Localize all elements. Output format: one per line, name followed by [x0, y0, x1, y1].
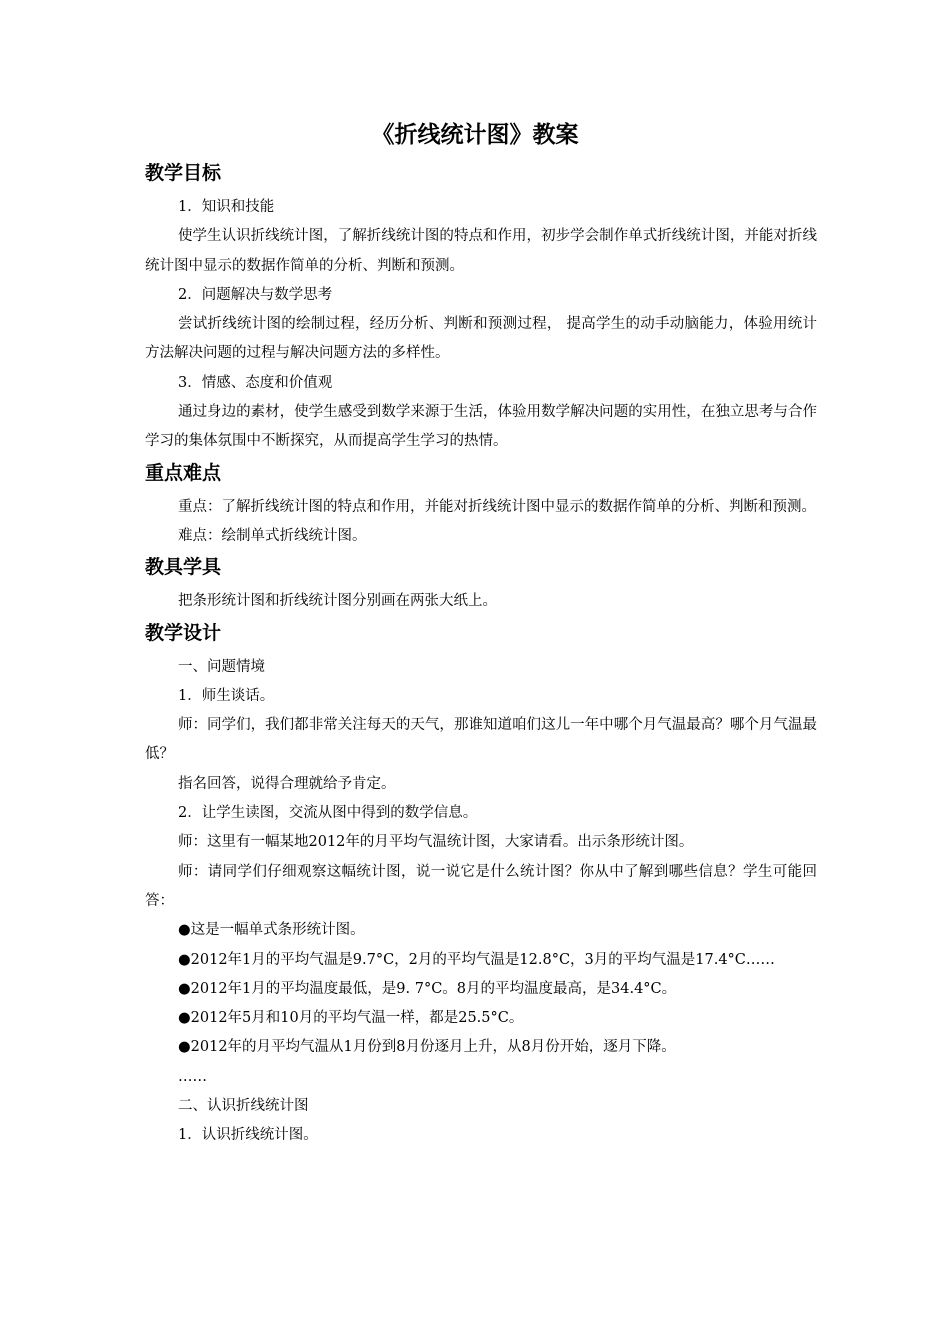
bullet-item: ●2012年1月的平均温度最低，是9. 7°C。8月的平均温度最高，是34.4°C。	[178, 980, 677, 997]
paragraph: 1．师生谈话。	[178, 687, 275, 704]
paragraph: 把条形统计图和折线统计图分别画在两张大纸上。	[178, 593, 497, 610]
paragraph: 一、问题情境	[178, 658, 265, 675]
section-heading-tools: 教具学具	[145, 556, 222, 579]
paragraph: 尝试折线统计图的绘制过程，经历分析、判断和预测过程， 提高学生的动手动脑能力，体验用统计方法解决问题的过程与解决问题方法的多样性。	[145, 316, 817, 362]
paragraph: 二、认识折线统计图	[178, 1098, 309, 1115]
paragraph: 1．知识和技能	[178, 199, 275, 215]
document-title: 《折线统计图》教案	[371, 122, 579, 148]
paragraph: 1．认识折线统计图。	[178, 1127, 318, 1144]
paragraph: 重点：了解折线统计图的特点和作用，并能对折线统计图中显示的数据作简单的分析、判断和预测。	[178, 498, 816, 515]
paragraph: 3．情感、态度和价值观	[178, 374, 333, 391]
paragraph: 师：请同学们仔细观察这幅统计图，说一说它是什么统计图？你从中了解到哪些信息？学生可能回答：	[145, 863, 817, 909]
bullet-item: ●2012年5月和10月的平均气温一样，都是25.5°C。	[178, 1010, 524, 1027]
paragraph: 指名回答，说得合理就给予肯定。	[178, 775, 396, 792]
ellipsis: ……	[178, 1068, 207, 1085]
paragraph: 2．让学生读图，交流从图中得到的数学信息。	[178, 805, 478, 822]
bullet-item: ●2012年的月平均气温从1月份到8月份逐月上升，从8月份开始，逐月下降。	[178, 1039, 676, 1056]
paragraph: 难点：绘制单式折线统计图。	[178, 527, 367, 544]
paragraph: 2．问题解决与数学思考	[178, 286, 333, 303]
section-heading-goals: 教学目标	[145, 162, 222, 184]
document-body	[145, 160, 817, 1151]
bullet-item: ●2012年1月的平均气温是9.7°C，2月的平均气温是12.8°C，3月的平均气温是17.4°C……	[178, 951, 775, 968]
paragraph: 使学生认识折线统计图，了解折线统计图的特点和作用，初步学会制作单式折线统计图，并能对折线统计图中显示的数据作简单的分析、判断和预测。	[145, 228, 817, 274]
section-heading-design: 教学设计	[145, 621, 222, 644]
paragraph: 通过身边的素材，使学生感受到数学来源于生活，体验用数学解决问题的实用性，在独立思考与合作学习的集体氛围中不断探究，从而提高学生学习的热情。	[145, 404, 817, 450]
section-heading-key-points: 重点难点	[145, 461, 222, 484]
bullet-item: ●这是一幅单式条形统计图。	[178, 922, 365, 939]
paragraph: 师：这里有一幅某地2012年的月平均气温统计图，大家请看。出示条形统计图。	[178, 834, 694, 851]
paragraph: 师：同学们，我们都非常关注每天的天气，那谁知道咱们这儿一年中哪个月气温最高？哪个月气温最低？	[145, 717, 817, 763]
